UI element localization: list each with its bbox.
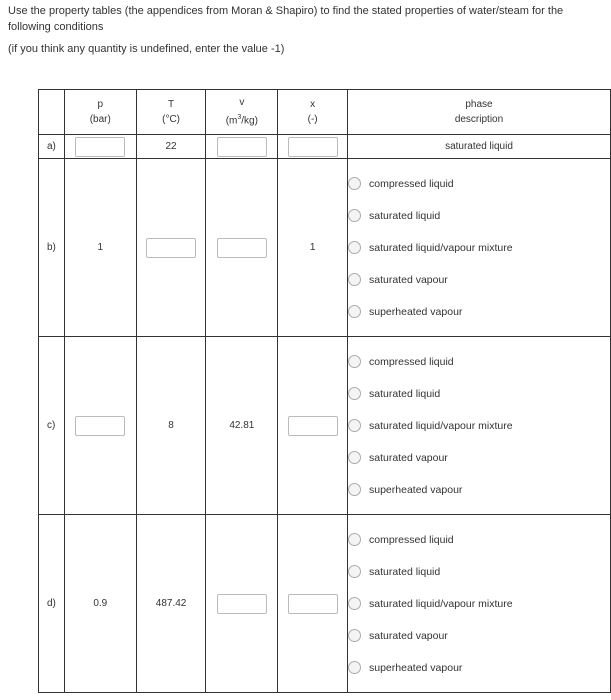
row-b (39, 159, 611, 337)
pressure-value: 0.9 (64, 515, 136, 693)
header-temperature (136, 90, 206, 135)
radio-icon[interactable] (348, 419, 361, 432)
row-label: a) (39, 135, 65, 159)
phase-radio-group (348, 159, 611, 337)
temperature-symbol: T (168, 99, 175, 110)
volume-value: 42.81 (206, 337, 278, 515)
quality-input[interactable] (288, 137, 338, 157)
radio-icon[interactable] (348, 597, 361, 610)
property-table (38, 89, 611, 693)
radio-icon[interactable] (348, 305, 361, 318)
temperature-value: 22 (136, 135, 206, 159)
radio-icon[interactable] (348, 387, 361, 400)
radio-icon[interactable] (348, 565, 361, 578)
phase-option[interactable]: saturated liquid/vapour mixture (348, 410, 610, 442)
phase-option[interactable]: saturated liquid (348, 556, 610, 588)
volume-unit: $(m^3/kg)$ (225, 114, 258, 127)
header-pressure (64, 90, 136, 135)
phase-option[interactable]: saturated vapour (348, 264, 610, 296)
temperature-cell (136, 159, 206, 337)
phase-line1: phase (465, 99, 493, 110)
instructions: Use the property tables (the appendices from Moran & Shapiro) to find the stated properties of water/steam for the following conditions (8, 5, 564, 33)
radio-icon[interactable] (348, 241, 361, 254)
pressure-symbol: p (97, 99, 104, 110)
phase-radio-group (348, 515, 611, 693)
pressure-unit: (bar) (89, 114, 111, 125)
temperature-unit: (°C) (162, 114, 180, 125)
phase-option[interactable]: superheated vapour (348, 474, 610, 506)
phase-option[interactable]: saturated liquid (348, 378, 610, 410)
phase-radio-group (348, 337, 611, 515)
phase-option[interactable]: saturated liquid/vapour mixture (348, 232, 610, 264)
pressure-input[interactable] (75, 137, 125, 157)
pressure-cell (64, 135, 136, 159)
radio-icon[interactable] (348, 629, 361, 642)
volume-cell (206, 515, 278, 693)
phase-option[interactable]: saturated liquid/vapour mixture (348, 588, 610, 620)
phase-line2: description (454, 114, 504, 125)
phase-option[interactable]: superheated vapour (348, 296, 610, 328)
row-label: d) (39, 515, 65, 693)
volume-input[interactable] (217, 137, 267, 157)
phase-option[interactable]: saturated liquid (348, 200, 610, 232)
quality-value: 1 (278, 159, 348, 337)
row-label: b) (39, 159, 65, 337)
quality-cell (278, 515, 348, 693)
pressure-input[interactable] (75, 416, 125, 436)
temperature-input[interactable] (146, 238, 196, 258)
quality-cell (278, 135, 348, 159)
phase-option[interactable]: compressed liquid (348, 524, 610, 556)
volume-cell (206, 159, 278, 337)
phase-option[interactable]: saturated vapour (348, 442, 610, 474)
volume-input[interactable] (217, 594, 267, 614)
header-phase (348, 90, 611, 135)
radio-icon[interactable] (348, 209, 361, 222)
quality-symbol: x (310, 99, 316, 110)
pressure-cell (64, 337, 136, 515)
phase-option[interactable]: saturated vapour (348, 620, 610, 652)
header-label (39, 90, 65, 135)
pressure-value: 1 (64, 159, 136, 337)
quality-input[interactable] (288, 594, 338, 614)
quality-input[interactable] (288, 416, 338, 436)
row-a (39, 135, 611, 159)
radio-icon[interactable] (348, 355, 361, 368)
radio-icon[interactable] (348, 451, 361, 464)
row-c (39, 337, 611, 515)
radio-icon[interactable] (348, 661, 361, 674)
temperature-value: 8 (136, 337, 206, 515)
volume-symbol: v (239, 97, 245, 109)
phase-option[interactable]: compressed liquid (348, 346, 610, 378)
temperature-value: 487.42 (136, 515, 206, 693)
radio-icon[interactable] (348, 533, 361, 546)
phase-value: saturated liquid (348, 135, 611, 159)
phase-option[interactable]: superheated vapour (348, 652, 610, 684)
radio-icon[interactable] (348, 483, 361, 496)
header-specific-volume (206, 90, 278, 135)
row-d (39, 515, 611, 693)
undefined-note: (if you think any quantity is undefined, enter the value -1) (8, 43, 285, 55)
quality-unit: (-) (307, 114, 318, 125)
radio-icon[interactable] (348, 273, 361, 286)
row-label: c) (39, 337, 65, 515)
radio-icon[interactable] (348, 177, 361, 190)
volume-cell (206, 135, 278, 159)
header-quality (278, 90, 348, 135)
phase-option[interactable]: compressed liquid (348, 168, 610, 200)
quality-cell (278, 337, 348, 515)
volume-input[interactable] (217, 238, 267, 258)
header-row (39, 90, 611, 135)
